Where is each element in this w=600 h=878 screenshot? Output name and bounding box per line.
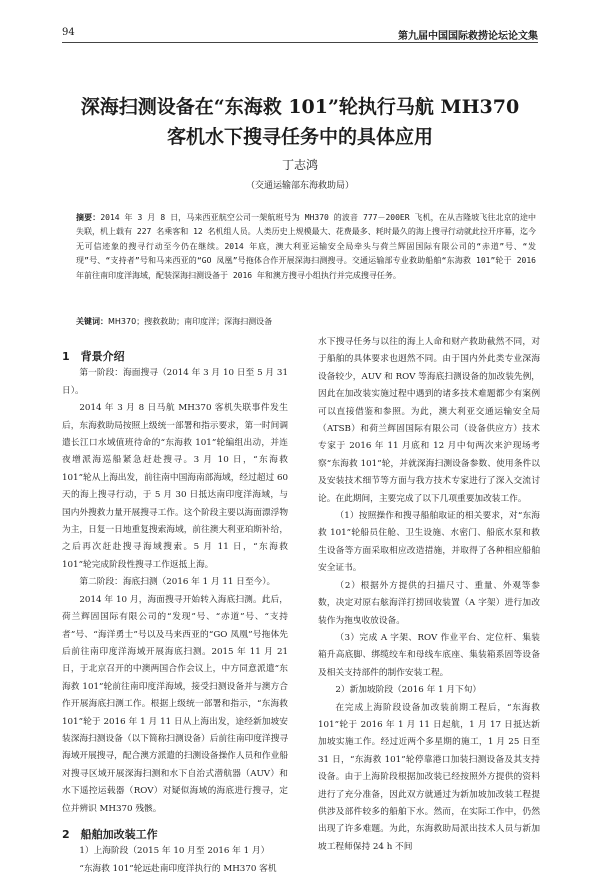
author-name: 丁志鸿 bbox=[281, 158, 318, 172]
running-header bbox=[62, 24, 538, 43]
paragraph: 水下搜寻任务与以往的海上人命和财产救助截然不同，对于船舶的具体要求也迥然不同。由于国内外此类专业深海设备较少，AUV 和 ROV 等海底扫测设备的加改装先例，因此在加改装实施过程中遇到的诸多技术难题都少有案例可以直接借鉴和参照。为此，澳大利亚交通运输安全局（ATSB）和荷兰辉固国际有限公司（设备供应方）技术专家于 2016 年 11 月底和 12 月中旬两次来沪现场考察“东海救 101”轮，并就深海扫测设备参数、使用条件以及安装技术细节等方面与我方技术专家进行了深入交流讨论。在此期间，主要完成了以下几项重要加改装工作。 bbox=[318, 337, 540, 504]
abstract-text: 2014 年 3 月 8 日，马来西亚航空公司一架航班号为 MH370 的波音 777－200ER 飞机，在从吉隆坡飞往北京的途中失联，机上载有 227 名乘客和 12 名机组人员。人类历史上规模最大、花费最多、耗时最久的海上搜寻行动就此拉开序幕，迄今无可信迹象的搜寻行动至今仍在继续。2014 年底，澳大利亚运输安全局牵头与荷兰辉固国际有限公司的“赤道”号、“发现”号、“支持者”号和马来西亚的“GO 凤凰”号拖体合作开展深海扫测搜寻。交通运输部专业救助船舶“东海救 101”轮于 2016 年前往南印度洋海域，配装深海扫测设备于 2016 年和澳方搜寻小组执行并完成搜寻任务。 bbox=[76, 213, 536, 280]
keywords bbox=[76, 316, 536, 327]
right-column bbox=[318, 334, 540, 856]
paragraph: （3）完成 A 字架、ROV 作业平台、定位杆、集装箱升高底脚、绑缆绞车和母线车底座、集装箱系固等设备及相关支持部件的制作安装工程。 bbox=[318, 632, 540, 678]
paragraph: 第一阶段：海面搜寻（2014 年 3 月 10 日至 5 月 31 日）。 bbox=[62, 368, 288, 396]
paragraph: 在完成上海阶段设备加改装前期工程后，“东海救 101”轮于 2016 年 1 月 11 日起航，1 月 17 日抵达新加坡实施工作。经过近两个多星期的施工，1 月 25 日至 31 日，“东海救 101”轮停靠港口加装扫测设备及其支持设备。由于上海阶段根据加改装已经按照外方提供的资料进行了充分准备，因此双方就通过为新加坡加改装工程提供涉及部件较多的船舶下水。然而，在实际工作中，仍然出现了许多难题。为此，东海救助局派出技术人员与新加坡工程师保持 24 h 不间 bbox=[318, 702, 540, 852]
section-heading-background: 1 背景介绍 bbox=[62, 350, 125, 363]
left-column bbox=[62, 348, 288, 878]
section-heading-refit: 2 船舶加改装工作 bbox=[62, 827, 158, 841]
paragraph: 第二阶段：海底扫测（2016 年 1 月 11 日至今）。 bbox=[79, 577, 276, 588]
paragraph: 2014 年 10 月，海面搜寻开始转入海底扫测。此后，荷兰辉固国际有限公司的“发现”号、“赤道”号、“支持者”号、“海洋勇士”号以及马来西亚的“GO 凤凰”号拖体先后前往南印度洋海域开展海底扫测。2015 年 11 月 21 日，于北京召开的中澳两国合作会议上，中方同意派遣“东海救 101”轮前往南印度洋海域，接受扫测设备并与澳方合作开展海底扫测工作。根据上级统一部署和指示，“东海救 101”轮于 2016 年 1 月 11 日从上海出发，途经新加坡安装深海扫测设备（以下简称扫测设备）后前往南印度洋搜寻海域开展搜寻，配合澳方派遣的扫测设备操作人员和作业船对搜寻区域开展深海扫测和水下自治式潜航器（AUV）和水下遥控运载器（ROV）对疑似海域的海底进行搜寻，定位并辨识 MH370 残骸。 bbox=[62, 594, 288, 814]
paragraph: “东海救 101”轮远赴南印度洋执行的 MH370 客机 bbox=[79, 863, 277, 874]
paper-title bbox=[40, 92, 560, 152]
abstract bbox=[76, 211, 536, 283]
journal-title: 第九届中国国际救捞论坛论文集 bbox=[398, 31, 538, 42]
paragraph: （1）按照操作和搜寻船舶取证的相关要求，对“东海救 101”轮船员住舱、卫生设施、水密门、船底水泵和救生设备等方面采取相应改造措施，并取得了各种相应船舶安全证书。 bbox=[318, 511, 540, 574]
abstract-label: 摘要： bbox=[76, 213, 101, 222]
paragraph: 2）新加坡阶段（2016 年 1 月下旬） bbox=[335, 685, 482, 696]
title-line-1: 深海扫测设备在“东海救 101”轮执行马航 MH370 bbox=[80, 96, 520, 118]
paragraph: （2）根据外方提供的扫描尺寸、重量、外观等参数，决定对原右舷海洋打捞回收装置（A 字架）进行加改装作为拖曳收放设备。 bbox=[318, 580, 540, 626]
title-line-2: 客机水下搜寻任务中的具体应用 bbox=[166, 126, 433, 148]
keywords-text: MH370；搜救救助；南印度洋；深海扫测设备 bbox=[108, 317, 273, 326]
keywords-label: 关键词： bbox=[76, 317, 108, 326]
page-number: 94 bbox=[62, 27, 75, 38]
paragraph: 2014 年 3 月 8 日马航 MH370 客机失联事件发生后，东海救助局按照上级统一部署和指示要求，第一时间调遣长江口水域值班待命的“东海救 101”轮编组出动，并连夜增派海巡船紧急赶赴搜寻。3 月 10 日，“东海救 101”轮从上海出发，前往南中国海南部海域，经过超过 60 天的海上搜寻行动，于 5 月 30 日抵达南印度洋海域，与国内外搜救力量开展搜寻工作。这个阶段主要以海面漂浮物为主，日复一日地重复搜索海域，前往澳大利亚珀斯补给，之后再次赶赴搜寻海域搜索。5 月 11 日，“东海救 101”轮完成阶段性搜寻工作返抵上海。 bbox=[62, 403, 288, 570]
author-affiliation: （交通运输部东海救助局） bbox=[245, 181, 354, 191]
paragraph: 1）上海阶段（2015 年 10 月至 2016 年 1 月） bbox=[79, 846, 270, 857]
